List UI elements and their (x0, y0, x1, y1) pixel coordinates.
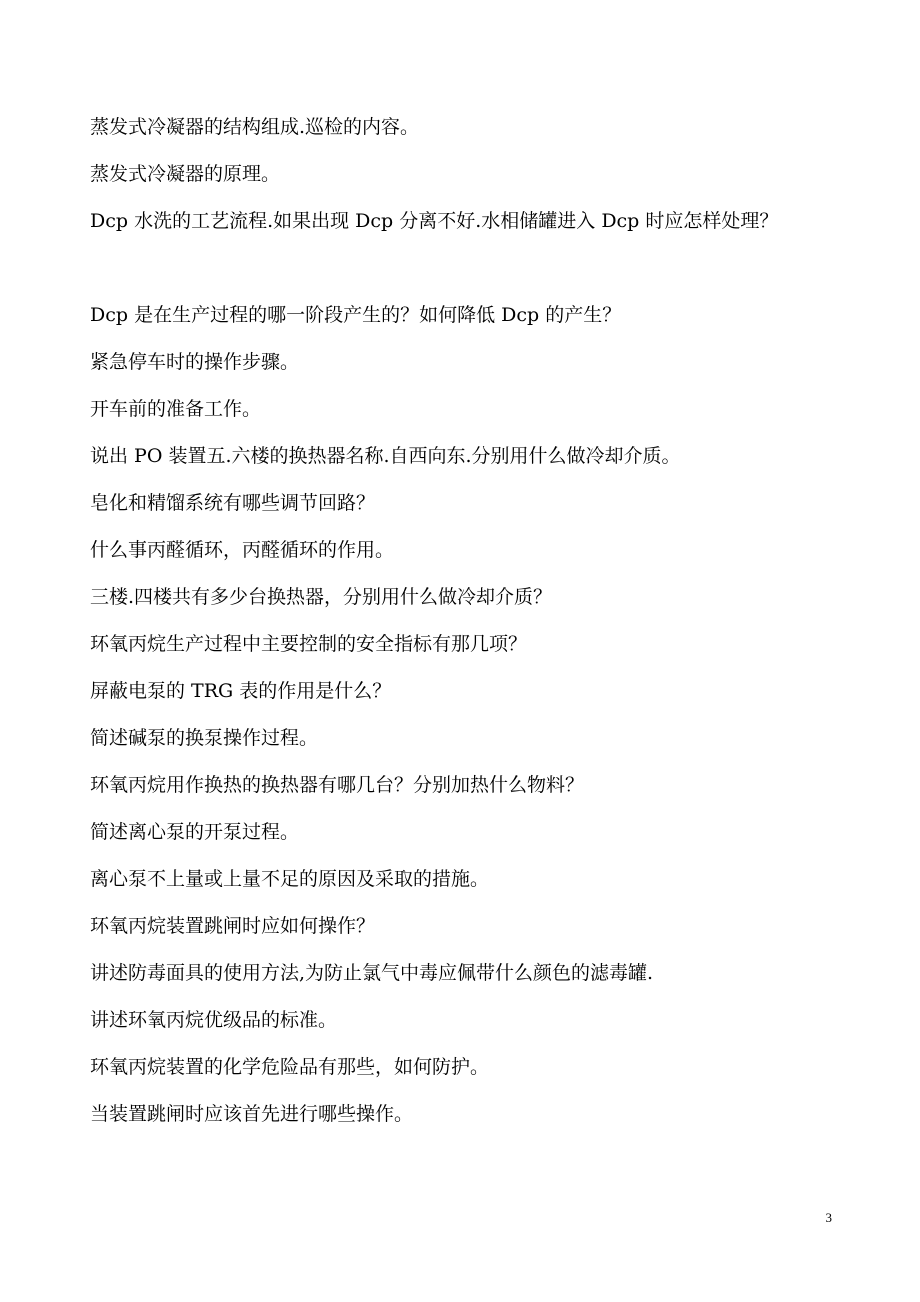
question-line: 屏蔽电泵的 TRG 表的作用是什么？ (90, 680, 392, 702)
question-line: 环氧丙烷生产过程中主要控制的安全指标有那几项？ (90, 633, 528, 655)
question-line: 蒸发式冷凝器的结构组成.巡检的内容。 (90, 116, 420, 138)
question-line: 离心泵不上量或上量不足的原因及采取的措施。 (90, 868, 490, 890)
question-line: 环氧丙烷用作换热的换热器有哪几台？分别加热什么物料？ (90, 774, 585, 796)
question-line: 皂化和精馏系统有哪些调节回路？ (90, 492, 376, 514)
question-line: 三楼.四楼共有多少台换热器，分别用什么做冷却介质？ (90, 586, 553, 608)
question-line: 环氧丙烷装置跳闸时应如何操作？ (90, 915, 376, 937)
question-line: 开车前的准备工作。 (90, 398, 262, 420)
question-line: Dcp 是在生产过程的哪一阶段产生的？如何降低 Dcp 的产生？ (90, 304, 622, 326)
question-line: 紧急停车时的操作步骤。 (90, 351, 300, 373)
question-line: 当装置跳闸时应该首先进行哪些操作。 (90, 1103, 414, 1125)
question-list (90, 115, 900, 1149)
question-line: 简述离心泵的开泵过程。 (90, 821, 300, 843)
page-number: 3 (825, 1210, 832, 1225)
question-line: 说出 PO 装置五.六楼的换热器名称.自西向东.分别用什么做冷却介质。 (90, 445, 681, 467)
question-line: Dcp 水洗的工艺流程.如果出现 Dcp 分离不好.水相储罐进入 Dcp 时应怎样处理？ (90, 210, 779, 232)
question-line: 讲述环氧丙烷优级品的标准。 (90, 1009, 338, 1031)
question-line: 环氧丙烷装置的化学危险品有那些，如何防护。 (90, 1056, 490, 1078)
question-line: 简述碱泵的换泵操作过程。 (90, 727, 319, 749)
question-line: 什么事丙醛循环，丙醛循环的作用。 (90, 539, 395, 561)
question-line: 讲述防毒面具的使用方法,为防止氯气中毒应佩带什么颜色的滤毒罐. (90, 962, 654, 984)
question-line: 蒸发式冷凝器的原理。 (90, 163, 281, 185)
